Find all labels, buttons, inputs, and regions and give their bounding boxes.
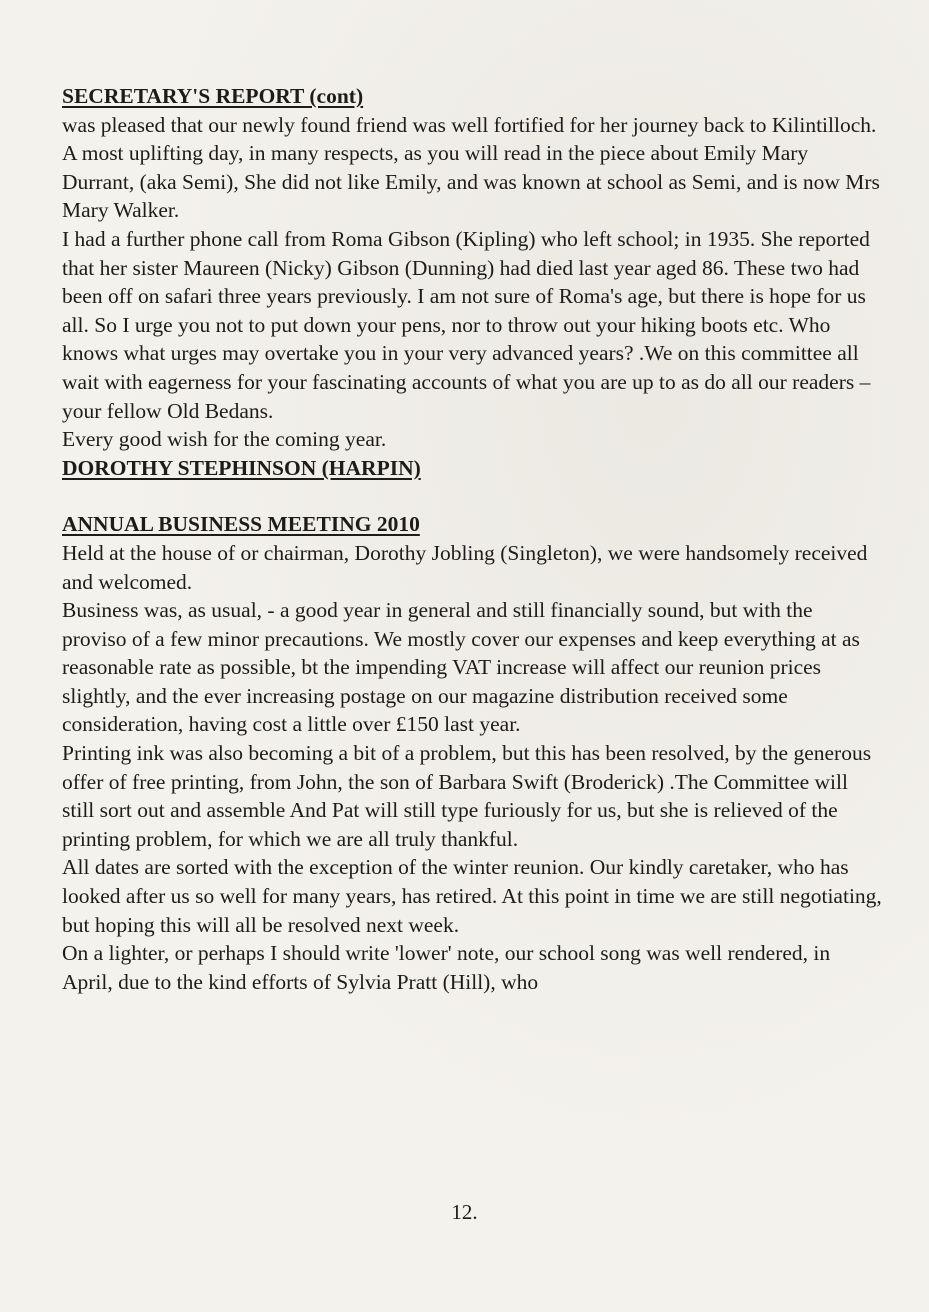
section-heading-secretarys-report: SECRETARY'S REPORT (cont) [62, 84, 364, 108]
author-signature: DOROTHY STEPHINSON (HARPIN) [62, 455, 421, 480]
paragraph: All dates are sorted with the exception of the winter reunion. Our kindly caretaker, who has looked after us so well for many years, has retired. At this point in time we are still negotiating, but hoping this will all be resolved next week. [62, 855, 882, 937]
section-heading-annual-business-meeting: ANNUAL BUSINESS MEETING 2010 [62, 512, 420, 537]
section-spacer [62, 482, 882, 510]
paragraph: Printing ink was also becoming a bit of a problem, but this has been resolved, by the generous offer of free printing, from John, the son of Barbara Swift (Broderick) .The Committee will still sort out and assemble And Pat will still type furiously for us, but she is relieved of the printing problem, for which we are all truly thankful. [62, 741, 872, 851]
paragraph: Held at the house of or chairman, Dorothy Jobling (Singleton), we were handsomely received and welcomed. [62, 540, 868, 594]
paragraph: On a lighter, or perhaps I should write 'lower' note, our school song was well rendered, in April, due to the kind efforts of Sylvia Pratt (Hill), who [62, 941, 831, 994]
paragraph: I had a further phone call from Roma Gibson (Kipling) who left school; in 1935. She reported that her sister Maureen (Nicky) Gibson (Dunning) had died last year aged 86. These two had been off on safari three years previously. I am not sure of Roma's age, but there is hope for us all. So I urge you not to put down your pens, nor to throw out your hiking boots etc. Who knows what urges may overtake you in your very advanced years? .We on this committee all wait with eagerness for your fascinating accounts of what you are up to as do all our readers – your fellow Old Bedans. [62, 226, 871, 423]
paragraph: Business was, as usual, - a good year in general and still financially sound, but with the proviso of a few minor precautions. We mostly cover our expenses and keep everything at as reasonable rate as possible, bt the impending VAT increase will affect our reunion prices slightly, and the ever increasing postage on our magazine distribution received some consideration, having cost a little over £150 last year. [62, 598, 860, 737]
paragraph: was pleased that our newly found friend was well fortified for her journey back to Kilintilloch. [62, 112, 877, 137]
paragraph: A most uplifting day, in many respects, as you will read in the piece about Emily Mary Durrant, (aka Semi), She did not like Emily, and was known at school as Semi, and is now Mrs Mary Walker. [62, 141, 880, 223]
page-content [62, 82, 882, 996]
paragraph: Every good wish for the coming year. [62, 427, 387, 452]
page-number: 12. [451, 1200, 478, 1224]
